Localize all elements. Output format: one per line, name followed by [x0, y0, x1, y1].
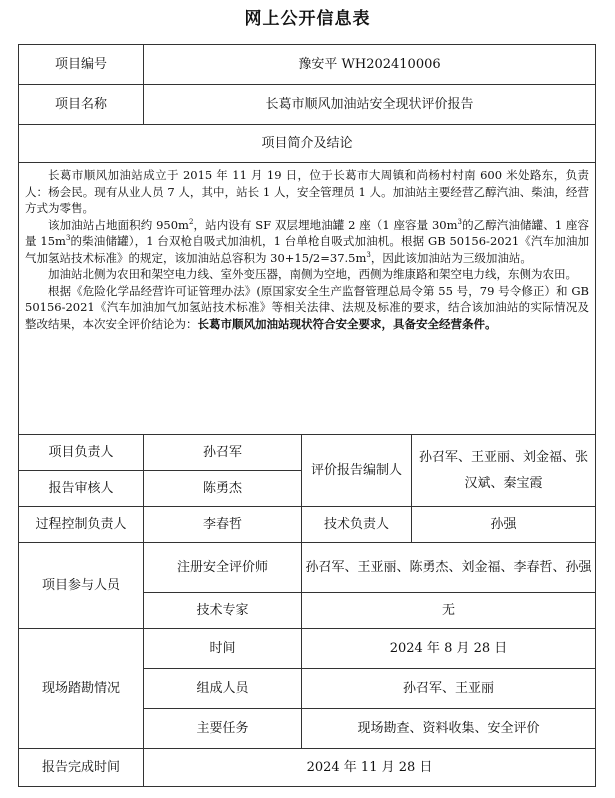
survey-tasks-value: 现场勘查、资料收集、安全评价	[302, 709, 596, 749]
summary-text	[19, 163, 596, 435]
project-leader-label: 项目负责人	[19, 435, 144, 471]
report-editors-label: 评价报告编制人	[302, 435, 412, 507]
report-editors-value: 孙召军、王亚丽、刘金福、张汉斌、秦宝霞	[412, 435, 596, 507]
participants-label: 项目参与人员	[19, 543, 144, 629]
survey-members-value: 孙召军、王亚丽	[302, 669, 596, 709]
row-participants-registered	[19, 543, 596, 593]
summary-paragraph-1: 长葛市顺风加油站成立于 2015 年 11 月 19 日，位于长葛市大周镇和尚杨村村南 600 米处路东，负责人：杨会民。现有从业人员 7 人，其中，站长 1 人，安全管理员 1 人。加油站主要经营乙醇汽油、柴油，经营方式为零售。	[25, 168, 589, 215]
report-reviewer-value: 陈勇杰	[144, 471, 302, 507]
summary-paragraph-4: 根据《危险化学品经营许可证管理办法》(原国家安全生产监督管理总局令第 55 号，79 号令修正）和 GB 50156-2021《汽车加油加气加氢站技术标准》等相关法律、法规及标准的要求，结合该加油站的实际情况及整改结果，本次安全评价结论为：长葛市顺风加油站现状符合安全要求，具备安全经营条件。	[25, 283, 589, 331]
process-control-label: 过程控制负责人	[19, 507, 144, 543]
row-process-control	[19, 507, 596, 543]
tech-expert-value: 无	[302, 593, 596, 629]
summary-conclusion: 长葛市顺风加油站现状符合安全要求，具备安全经营条件。	[197, 316, 497, 331]
info-table	[18, 44, 596, 787]
summary-header: 项目简介及结论	[19, 125, 596, 163]
project-name-label: 项目名称	[19, 85, 144, 125]
completion-value: 2024 年 11 月 28 日	[144, 749, 596, 787]
row-project-name	[19, 85, 596, 125]
site-survey-label: 现场踏勘情况	[19, 629, 144, 749]
survey-time-value: 2024 年 8 月 28 日	[302, 629, 596, 669]
survey-members-label: 组成人员	[144, 669, 302, 709]
project-no-label: 项目编号	[19, 45, 144, 85]
row-project-leader	[19, 435, 596, 471]
registered-evaluator-label: 注册安全评价师	[144, 543, 302, 593]
tech-expert-label: 技术专家	[144, 593, 302, 629]
completion-label: 报告完成时间	[19, 749, 144, 787]
row-completion	[19, 749, 596, 787]
survey-tasks-label: 主要任务	[144, 709, 302, 749]
row-summary-header	[19, 125, 596, 163]
tech-leader-label: 技术负责人	[302, 507, 412, 543]
summary-paragraph-3: 加油站北侧为农田和架空电力线、室外变压器，南侧为空地，西侧为维康路和架空电力线，东侧为农田。	[48, 267, 577, 281]
row-summary	[19, 163, 596, 435]
summary-paragraph-2: 该加油站占地面积约 $950m^2$，站内设有 SF 双层埋地油罐 2 座（1 座容量 $30m^3$的乙醇汽油储罐、1 座容量 $15m^3$的柴油储罐），1 台双枪自吸式加油机，1 台单枪自吸式加油机。根据 GB 50156-2021《汽车加油加气加氢站技术标准》的规定，该加油站总容积为 $30+15/2=37.5m^3$，因此该加油站为三级加油站。	[25, 217, 589, 265]
process-control-value: 李春哲	[144, 507, 302, 543]
row-survey-time	[19, 629, 596, 669]
row-project-no	[19, 45, 596, 85]
page-title: 网上公开信息表	[244, 9, 371, 29]
survey-time-label: 时间	[144, 629, 302, 669]
registered-evaluator-value: 孙召军、王亚丽、陈勇杰、刘金福、李春哲、孙强	[302, 543, 596, 593]
tech-leader-value: 孙强	[412, 507, 596, 543]
project-name-value: 长葛市顺风加油站安全现状评价报告	[144, 85, 596, 125]
project-no-value: 豫安平 WH202410006	[144, 45, 596, 85]
project-leader-value: 孙召军	[144, 435, 302, 471]
report-reviewer-label: 报告审核人	[19, 471, 144, 507]
